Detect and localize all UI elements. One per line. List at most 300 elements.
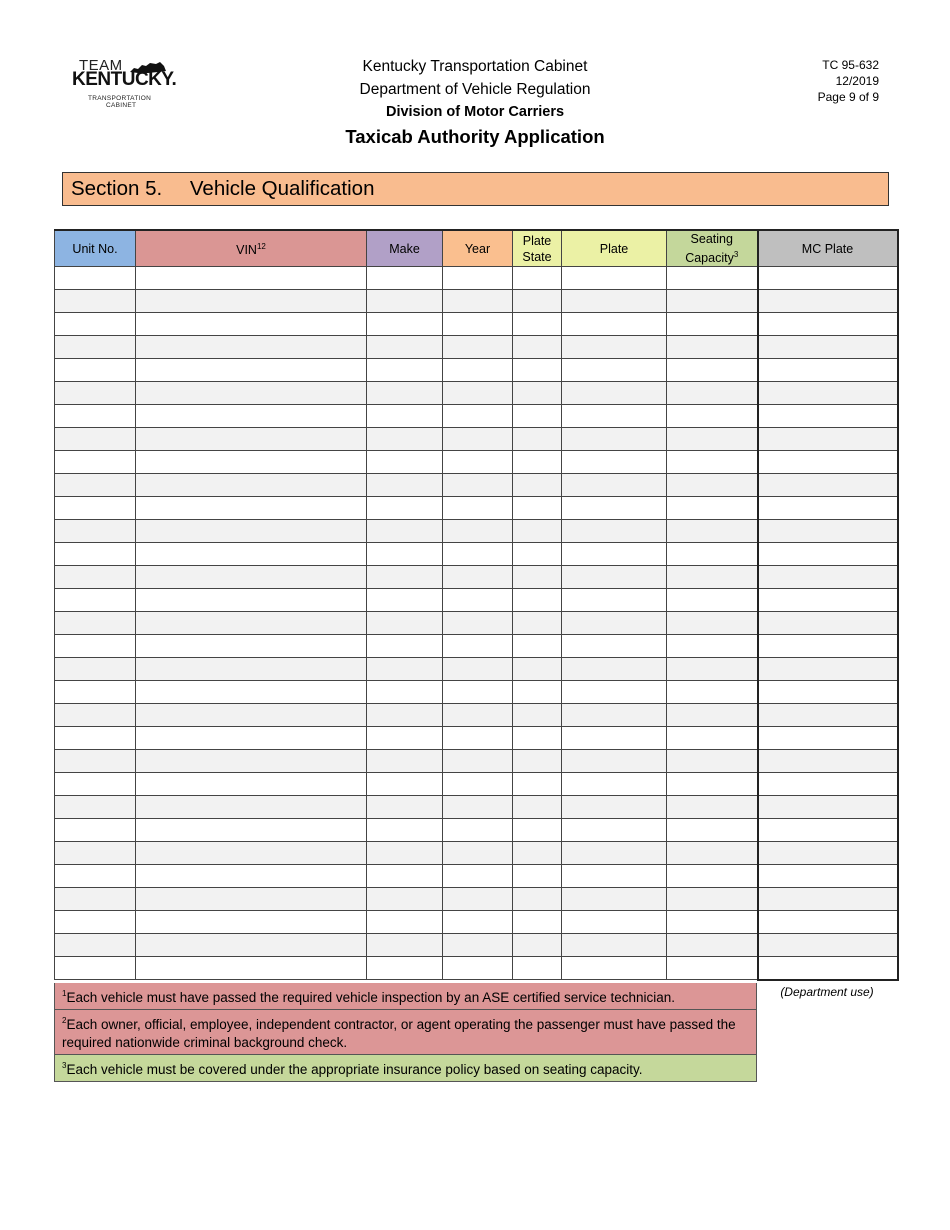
table-cell-input[interactable] [513,658,562,681]
table-cell-input[interactable] [562,750,667,773]
table-row [55,382,898,405]
column-header-0 [55,230,136,267]
table-cell-input[interactable] [367,451,443,474]
table-cell-input[interactable] [562,267,667,290]
table-cell-input[interactable] [667,934,758,957]
table-cell-input[interactable] [367,474,443,497]
table-cell-input[interactable] [758,359,898,382]
table-cell-input[interactable] [562,382,667,405]
header-division: Division of Motor Carriers [385,104,565,120]
table-cell-input[interactable] [367,313,443,336]
table-cell-input[interactable] [667,957,758,980]
table-cell-input[interactable] [562,497,667,520]
table-cell-input[interactable] [513,934,562,957]
table-cell-input[interactable] [55,865,136,888]
header-cabinet: Kentucky Transportation Cabinet [362,58,588,75]
column-header-3 [443,230,513,267]
table-cell-input[interactable] [513,681,562,704]
table-cell-input[interactable] [562,589,667,612]
table-cell-input[interactable] [367,819,443,842]
table-cell-input[interactable] [443,681,513,704]
column-header-1 [136,230,367,267]
table-cell-input[interactable] [136,428,367,451]
table-cell-input[interactable] [758,589,898,612]
table-cell-input[interactable] [443,934,513,957]
table-cell-input[interactable] [367,727,443,750]
table-cell-input[interactable] [513,773,562,796]
table-cell-input[interactable] [513,957,562,980]
footnote-3-number: 3 [62,1061,67,1070]
table-row [55,773,898,796]
table-cell-input[interactable] [443,428,513,451]
table-cell-input[interactable] [562,405,667,428]
column-header-label: Unit No. [72,241,118,256]
table-cell-input[interactable] [136,727,367,750]
table-cell-input[interactable] [136,796,367,819]
footnote-3-text: Each vehicle must be covered under the appropriate insurance policy based on seating capacity. [66,1062,643,1077]
table-cell-input[interactable] [367,842,443,865]
table-row [55,635,898,658]
table-cell-input[interactable] [667,382,758,405]
table-cell-input[interactable] [667,428,758,451]
table-cell-input[interactable] [136,750,367,773]
table-cell-input[interactable] [758,796,898,819]
table-cell-input[interactable] [758,290,898,313]
table-cell-input[interactable] [55,313,136,336]
table-cell-input[interactable] [55,635,136,658]
table-cell-input[interactable] [367,497,443,520]
table-cell-input[interactable] [758,819,898,842]
table-cell-input[interactable] [55,474,136,497]
table-cell-input[interactable] [758,336,898,359]
column-header-label: Plate [599,241,629,256]
table-cell-input[interactable] [367,589,443,612]
table-cell-input[interactable] [443,957,513,980]
table-cell-input[interactable] [443,566,513,589]
form-title: Taxicab Authority Application [345,126,605,147]
table-cell-input[interactable] [55,543,136,566]
table-cell-input[interactable] [562,474,667,497]
table-header-row [55,230,898,267]
table-cell-input[interactable] [55,934,136,957]
form-info [818,57,879,105]
table-cell-input[interactable] [562,520,667,543]
table-cell-input[interactable] [513,267,562,290]
table-cell-input[interactable] [443,313,513,336]
table-cell-input[interactable] [513,382,562,405]
table-cell-input[interactable] [55,290,136,313]
table-cell-input[interactable] [758,681,898,704]
table-cell-input[interactable] [758,750,898,773]
table-cell-input[interactable] [136,336,367,359]
footnote-2 [54,1010,757,1055]
table-cell-input[interactable] [367,796,443,819]
table-cell-input[interactable] [136,589,367,612]
table-cell-input[interactable] [443,612,513,635]
table-row [55,865,898,888]
table-cell-input[interactable] [513,451,562,474]
table-cell-input[interactable] [55,451,136,474]
table-cell-input[interactable] [55,888,136,911]
table-cell-input[interactable] [667,290,758,313]
table-cell-input[interactable] [367,543,443,566]
table-cell-input[interactable] [667,336,758,359]
table-cell-input[interactable] [367,635,443,658]
table-cell-input[interactable] [667,819,758,842]
table-cell-input[interactable] [136,819,367,842]
table-cell-input[interactable] [367,911,443,934]
table-cell-input[interactable] [55,497,136,520]
table-cell-input[interactable] [136,451,367,474]
table-row [55,888,898,911]
table-row [55,543,898,566]
table-cell-input[interactable] [443,888,513,911]
table-cell-input[interactable] [562,290,667,313]
table-cell-input[interactable] [667,267,758,290]
table-cell-input[interactable] [55,842,136,865]
table-cell-input[interactable] [513,359,562,382]
table-cell-input[interactable] [367,750,443,773]
column-header-label: Seating Capacity [685,232,734,265]
table-cell-input[interactable] [136,497,367,520]
table-cell-input[interactable] [513,796,562,819]
table-cell-input[interactable] [443,796,513,819]
table-cell-input[interactable] [667,796,758,819]
table-cell-input[interactable] [667,451,758,474]
table-cell-input[interactable] [667,497,758,520]
table-cell-input[interactable] [367,612,443,635]
table-cell-input[interactable] [513,497,562,520]
table-cell-input[interactable] [367,957,443,980]
table-cell-input[interactable] [55,911,136,934]
department-use-label: (Department use) [780,985,874,999]
footnote-1-number: 1 [62,989,67,998]
footnote-2-text: Each owner, official, employee, independent contractor, or agent operating the passenger must have passed the required nationwide criminal background check. [62,1017,736,1050]
table-cell-input[interactable] [758,566,898,589]
table-cell-input[interactable] [562,612,667,635]
table-cell-input[interactable] [136,635,367,658]
footnote-1 [54,983,757,1010]
table-cell-input[interactable] [136,612,367,635]
table-cell-input[interactable] [55,704,136,727]
table-cell-input[interactable] [758,612,898,635]
table-cell-input[interactable] [758,635,898,658]
table-cell-input[interactable] [55,428,136,451]
table-cell-input[interactable] [513,589,562,612]
table-cell-input[interactable] [443,405,513,428]
table-cell-input[interactable] [55,727,136,750]
table-cell-input[interactable] [55,957,136,980]
table-cell-input[interactable] [513,727,562,750]
table-cell-input[interactable] [136,405,367,428]
page-number: Page 9 of 9 [817,90,879,104]
table-cell-input[interactable] [443,750,513,773]
table-cell-input[interactable] [513,911,562,934]
table-cell-input[interactable] [367,704,443,727]
table-row [55,566,898,589]
table-cell-input[interactable] [513,290,562,313]
table-cell-input[interactable] [443,635,513,658]
table-row [55,313,898,336]
table-cell-input[interactable] [136,290,367,313]
table-cell-input[interactable] [55,405,136,428]
table-row [55,336,898,359]
table-cell-input[interactable] [667,750,758,773]
table-cell-input[interactable] [443,451,513,474]
table-cell-input[interactable] [667,589,758,612]
table-cell-input[interactable] [562,934,667,957]
table-cell-input[interactable] [367,359,443,382]
table-cell-input[interactable] [667,635,758,658]
table-cell-input[interactable] [667,405,758,428]
table-cell-input[interactable] [513,313,562,336]
table-cell-input[interactable] [667,520,758,543]
table-cell-input[interactable] [136,842,367,865]
table-cell-input[interactable] [55,520,136,543]
table-cell-input[interactable] [55,750,136,773]
table-cell-input[interactable] [367,267,443,290]
table-cell-input[interactable] [513,428,562,451]
table-cell-input[interactable] [513,750,562,773]
table-cell-input[interactable] [758,704,898,727]
table-row [55,589,898,612]
table-cell-input[interactable] [513,888,562,911]
table-cell-input[interactable] [562,773,667,796]
section-title: Vehicle Qualification [189,177,375,200]
table-cell-input[interactable] [443,727,513,750]
table-cell-input[interactable] [758,313,898,336]
table-cell-input[interactable] [758,405,898,428]
table-cell-input[interactable] [136,474,367,497]
table-cell-input[interactable] [443,704,513,727]
logo-kentucky-text: KENTUCKY. [72,69,177,90]
table-cell-input[interactable] [667,727,758,750]
table-cell-input[interactable] [758,773,898,796]
table-cell-input[interactable] [443,290,513,313]
table-cell-input[interactable] [758,382,898,405]
table-row [55,911,898,934]
column-header-label: Year [464,241,491,256]
table-cell-input[interactable] [758,658,898,681]
table-cell-input[interactable] [136,543,367,566]
table-cell-input[interactable] [136,520,367,543]
table-cell-input[interactable] [667,888,758,911]
table-cell-input[interactable] [758,474,898,497]
table-cell-input[interactable] [758,520,898,543]
column-header-6 [667,230,758,267]
table-cell-input[interactable] [758,267,898,290]
table-cell-input[interactable] [562,681,667,704]
table-cell-input[interactable] [562,635,667,658]
table-cell-input[interactable] [136,773,367,796]
table-cell-input[interactable] [443,382,513,405]
table-cell-input[interactable] [667,681,758,704]
table-row [55,359,898,382]
table-cell-input[interactable] [136,888,367,911]
table-cell-input[interactable] [513,819,562,842]
table-cell-input[interactable] [562,796,667,819]
table-row [55,658,898,681]
table-cell-input[interactable] [136,658,367,681]
table-row [55,290,898,313]
table-cell-input[interactable] [562,911,667,934]
table-cell-input[interactable] [55,589,136,612]
table-cell-input[interactable] [667,543,758,566]
table-cell-input[interactable] [667,474,758,497]
table-cell-input[interactable] [136,313,367,336]
table-cell-input[interactable] [136,911,367,934]
table-cell-input[interactable] [443,773,513,796]
table-cell-input[interactable] [136,382,367,405]
table-cell-input[interactable] [443,589,513,612]
table-cell-input[interactable] [758,451,898,474]
table-row [55,474,898,497]
table-cell-input[interactable] [758,934,898,957]
table-cell-input[interactable] [562,543,667,566]
table-cell-input[interactable] [367,290,443,313]
table-cell-input[interactable] [562,842,667,865]
table-cell-input[interactable] [55,382,136,405]
column-header-label: Plate State [522,233,552,264]
table-cell-input[interactable] [667,865,758,888]
table-cell-input[interactable] [562,428,667,451]
table-cell-input[interactable] [562,451,667,474]
table-cell-input[interactable] [513,635,562,658]
table-cell-input[interactable] [562,865,667,888]
table-cell-input[interactable] [667,704,758,727]
table-row [55,727,898,750]
table-cell-input[interactable] [55,819,136,842]
table-cell-input[interactable] [513,474,562,497]
table-cell-input[interactable] [562,658,667,681]
table-cell-input[interactable] [758,842,898,865]
table-cell-input[interactable] [667,911,758,934]
table-body [55,267,898,980]
table-cell-input[interactable] [443,658,513,681]
table-cell-input[interactable] [136,359,367,382]
table-cell-input[interactable] [367,681,443,704]
table-cell-input[interactable] [667,566,758,589]
table-cell-input[interactable] [562,888,667,911]
table-cell-input[interactable] [562,566,667,589]
table-cell-input[interactable] [443,819,513,842]
table-cell-input[interactable] [443,359,513,382]
table-cell-input[interactable] [367,405,443,428]
table-cell-input[interactable] [562,704,667,727]
table-cell-input[interactable] [758,428,898,451]
table-cell-input[interactable] [443,842,513,865]
table-cell-input[interactable] [513,704,562,727]
table-cell-input[interactable] [758,957,898,980]
table-cell-input[interactable] [758,865,898,888]
table-cell-input[interactable] [562,313,667,336]
table-cell-input[interactable] [758,727,898,750]
table-cell-input[interactable] [367,382,443,405]
table-cell-input[interactable] [136,681,367,704]
form-date: 12/2019 [835,74,879,88]
table-cell-input[interactable] [562,957,667,980]
form-number: TC 95-632 [822,58,879,72]
logo-team-text: TEAM [79,57,123,74]
table-row [55,612,898,635]
table-cell-input[interactable] [667,359,758,382]
table-cell-input[interactable] [667,773,758,796]
table-cell-input[interactable] [443,336,513,359]
table-cell-input[interactable] [367,865,443,888]
table-row [55,428,898,451]
table-cell-input[interactable] [55,359,136,382]
table-cell-input[interactable] [55,681,136,704]
table-cell-input[interactable] [513,405,562,428]
table-cell-input[interactable] [562,359,667,382]
table-cell-input[interactable] [367,566,443,589]
table-cell-input[interactable] [758,888,898,911]
table-cell-input[interactable] [443,911,513,934]
table-cell-input[interactable] [562,336,667,359]
table-cell-input[interactable] [758,497,898,520]
table-cell-input[interactable] [667,842,758,865]
table-cell-input[interactable] [443,267,513,290]
table-row [55,497,898,520]
table-cell-input[interactable] [367,520,443,543]
table-cell-input[interactable] [136,566,367,589]
table-cell-input[interactable] [367,658,443,681]
table-row [55,750,898,773]
table-cell-input[interactable] [55,796,136,819]
table-cell-input[interactable] [667,313,758,336]
table-cell-input[interactable] [513,842,562,865]
table-cell-input[interactable] [443,520,513,543]
table-cell-input[interactable] [367,888,443,911]
table-cell-input[interactable] [55,658,136,681]
table-cell-input[interactable] [513,336,562,359]
table-cell-input[interactable] [136,957,367,980]
table-cell-input[interactable] [443,474,513,497]
table-cell-input[interactable] [367,428,443,451]
column-header-footnote-ref: 12 [256,242,266,251]
table-cell-input[interactable] [513,520,562,543]
table-cell-input[interactable] [55,267,136,290]
table-cell-input[interactable] [367,336,443,359]
table-cell-input[interactable] [136,865,367,888]
table-row [55,405,898,428]
table-cell-input[interactable] [443,497,513,520]
table-cell-input[interactable] [55,336,136,359]
table-cell-input[interactable] [443,543,513,566]
table-cell-input[interactable] [443,865,513,888]
table-cell-input[interactable] [667,658,758,681]
table-cell-input[interactable] [667,612,758,635]
table-cell-input[interactable] [513,612,562,635]
table-cell-input[interactable] [55,612,136,635]
table-cell-input[interactable] [367,773,443,796]
table-cell-input[interactable] [758,911,898,934]
table-row [55,681,898,704]
table-cell-input[interactable] [55,773,136,796]
table-cell-input[interactable] [55,566,136,589]
table-cell-input[interactable] [513,865,562,888]
table-cell-input[interactable] [562,727,667,750]
table-cell-input[interactable] [136,267,367,290]
table-cell-input[interactable] [513,566,562,589]
table-cell-input[interactable] [136,704,367,727]
table-cell-input[interactable] [758,543,898,566]
table-cell-input[interactable] [367,934,443,957]
table-cell-input[interactable] [136,934,367,957]
column-header-footnote-ref: 3 [733,250,739,259]
table-cell-input[interactable] [562,819,667,842]
table-cell-input[interactable] [513,543,562,566]
